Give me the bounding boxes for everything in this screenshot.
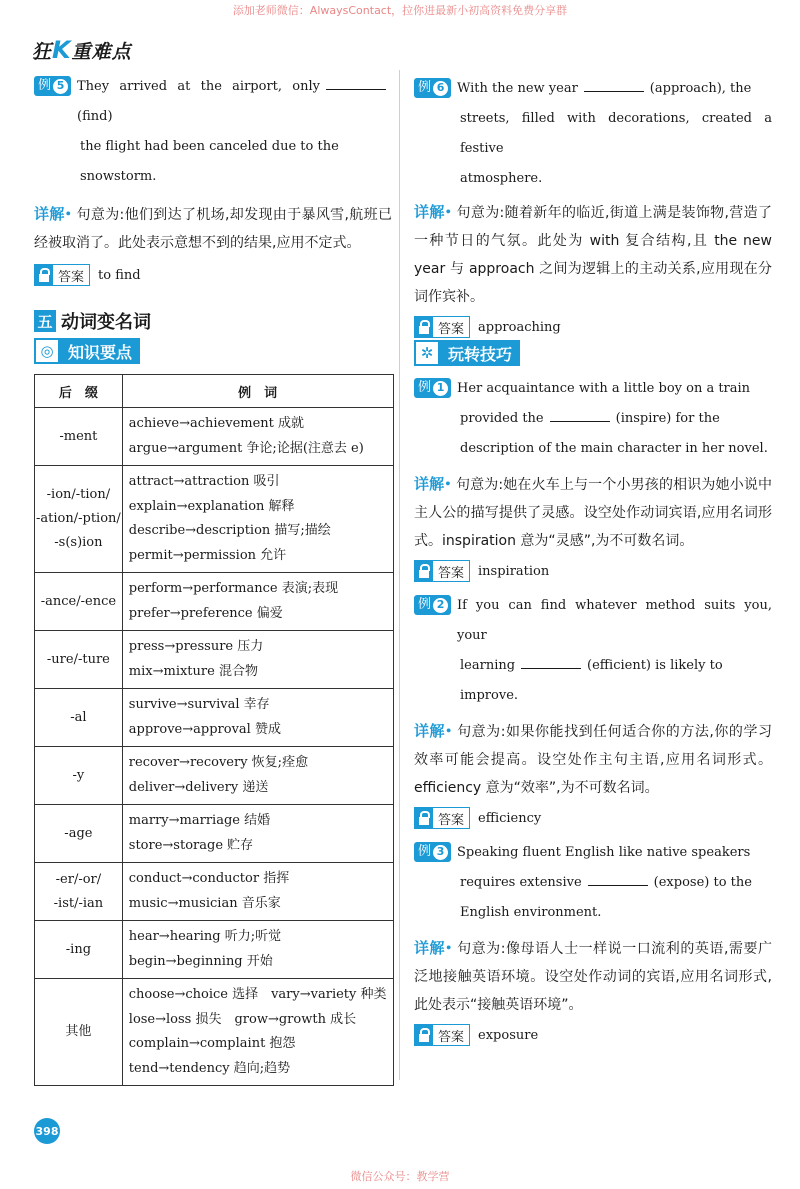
brand-k: K [52, 36, 72, 64]
table-row [35, 921, 394, 979]
suffix-cell: -al [35, 689, 123, 747]
answer-blank [588, 871, 648, 886]
suffix-cell: -ing [35, 921, 123, 979]
example-word: perform→performance 表演;表现 [128, 581, 339, 596]
examples-cell [122, 921, 393, 979]
example-text: atmosphere. [460, 171, 543, 186]
example-word: press→pressure 压力 [128, 639, 264, 654]
example-text: improve. [460, 688, 519, 703]
example-word: music→musician 音乐家 [128, 895, 281, 911]
example-text: provided the (inspire) for the [414, 404, 772, 434]
lock-icon [415, 808, 433, 828]
example-text: With the new year (approach), the [457, 74, 751, 104]
table-header-suffix: 后 缀 [35, 375, 123, 408]
answer-blank [550, 407, 610, 422]
example-text: If you can find whatever method suits you, your [457, 598, 772, 643]
detail-label: 详解• [414, 939, 453, 957]
answer-text: inspiration [478, 563, 550, 579]
answer-row [414, 1023, 772, 1047]
example-word: permit→permission 允许 [128, 547, 287, 563]
example-badge: 例 2 [414, 595, 451, 615]
detail-label: 详解• [414, 722, 453, 740]
example-word: approve→approval 赞成 [128, 721, 281, 737]
skills-tag [414, 340, 520, 366]
example-word: describe→description 描写;描绘 [128, 523, 331, 538]
examples-cell [122, 408, 393, 466]
examples-cell [122, 689, 393, 747]
knowledge-points-tag [34, 338, 140, 364]
answer-row [414, 559, 772, 583]
answer-blank [584, 77, 644, 92]
answer-badge: 答案 [414, 1024, 470, 1046]
answer-badge: 答案 [414, 316, 470, 338]
table-row [35, 747, 394, 805]
table-row [35, 408, 394, 466]
example [414, 374, 772, 464]
suffix-table [34, 374, 394, 1086]
answer-text: to find [98, 267, 141, 283]
table-row [35, 805, 394, 863]
example-text: snowstorm. [80, 169, 157, 184]
example-text: Her acquaintance with a little boy on a train [457, 381, 751, 396]
example-word: conduct→conductor 指挥 [128, 871, 290, 886]
lock-icon [415, 1025, 433, 1045]
example-word: achieve→achievement 成就 [128, 416, 305, 431]
suffix-cell: -ure/-ture [35, 631, 123, 689]
examples-cell [122, 466, 393, 573]
brand-part2: 重难点 [71, 41, 132, 63]
table-row [35, 979, 394, 1086]
example-word: marry→marriage 结婚 [128, 813, 271, 828]
example-text: streets, filled with decorations, created a festive [460, 111, 772, 156]
example-word: survive→survival 幸存 [128, 697, 270, 712]
lock-icon [35, 265, 53, 285]
answer-blank [521, 654, 581, 669]
answer-row [414, 315, 772, 339]
example-block [414, 838, 772, 1047]
watermark-top: 添加老师微信：AlwaysContact，拉你进最新小初高资料免费分享群 [232, 4, 568, 17]
example-block [414, 591, 772, 830]
tag-label: 玩转技巧 [440, 340, 520, 366]
example-word: choose→choice 选择 vary→variety 种类 [128, 987, 387, 1002]
suffix-cell: 其他 [35, 979, 123, 1086]
answer-badge: 答案 [34, 264, 90, 286]
table-row [35, 689, 394, 747]
answer-blank [326, 75, 386, 90]
detail-label: 详解• [414, 203, 452, 221]
example-6 [414, 74, 772, 194]
table-row [35, 573, 394, 631]
example-word: store→storage 贮存 [128, 837, 254, 853]
example-block [414, 374, 772, 583]
example-word: mix→mixture 混合物 [128, 663, 258, 679]
example-badge: 例 6 [414, 78, 451, 98]
suffix-cell: -y [35, 747, 123, 805]
suffix-cell: -age [35, 805, 123, 863]
answer-row [414, 806, 772, 830]
example-text: the flight had been canceled due to the [80, 139, 339, 154]
examples-cell [122, 805, 393, 863]
example-word: begin→beginning 开始 [128, 953, 273, 969]
table-header-examples: 例 词 [122, 375, 393, 408]
suffix-cell: -ment [35, 408, 123, 466]
example-word: explain→explanation 解释 [128, 498, 295, 514]
example-word: deliver→delivery 递送 [128, 779, 269, 795]
example-text: English environment. [460, 905, 602, 920]
example-text: Speaking fluent English like native speakers [457, 845, 751, 860]
example-text: They arrived at the airport, only(find) [77, 72, 392, 132]
example-word: prefer→preference 偏爱 [128, 605, 283, 621]
watermark-bottom: 微信公众号：教学营 [350, 1170, 450, 1183]
example-5 [34, 72, 392, 192]
detail-label: 详解• [414, 475, 452, 493]
examples-cell [122, 573, 393, 631]
section-number: 五 [34, 310, 56, 332]
answer-text: exposure [478, 1027, 539, 1043]
answer-badge: 答案 [414, 560, 470, 582]
detail-explanation: 详解• 句意为:他们到达了机场,却发现由于暴风雪,航班已经被取消了。此处表示意想不到的结果,应用不定式。 [34, 205, 392, 251]
table-row [35, 466, 394, 573]
example-word: argue→argument 争论;论据(注意去 e) [128, 440, 364, 456]
examples-cell [122, 979, 393, 1086]
right-examples [414, 374, 772, 1047]
examples-cell [122, 631, 393, 689]
brand-part1: 狂 [32, 41, 53, 63]
example-badge: 例 5 [34, 76, 71, 96]
detail-explanation: 详解• 句意为:随着新年的临近,街道上满是装饰物,营造了一种节日的气氛。此处为 with 复合结构,且 the new year 与 approach 之间为逻辑上的主动关系,应用现在分词作宾补。 [414, 203, 772, 305]
lock-icon [415, 561, 433, 581]
answer-badge: 答案 [414, 807, 470, 829]
examples-cell [122, 863, 393, 921]
example-badge: 例 3 [414, 842, 451, 862]
detail-label: 详解• [34, 205, 72, 223]
examples-cell [122, 747, 393, 805]
suffix-cell: -ance/-ence [35, 573, 123, 631]
detail-explanation: 详解• 句意为:像母语人士一样说一口流利的英语,需要广泛地接触英语环境。设空处作动词的宾语,应用名词形式,此处表示“接触英语环境”。 [414, 939, 772, 1013]
example-word: hear→hearing 听力;听觉 [128, 929, 282, 944]
suffix-cell: -ion/-tion/ -ation/-ption/ -s(s)ion [35, 466, 123, 573]
table-row [35, 631, 394, 689]
example-word: lose→loss 损失 grow→growth 成长 [128, 1011, 357, 1027]
example-5-block [34, 72, 392, 287]
answer-text: efficiency [478, 810, 542, 826]
example-text: requires extensive (expose) to the [414, 868, 772, 898]
section-title [34, 308, 151, 334]
example-word: attract→attraction 吸引 [128, 474, 280, 489]
answer-text: approaching [478, 319, 561, 335]
example-word: complain→complaint 抱怨 [128, 1036, 296, 1051]
example-word: tend→tendency 趋向;趋势 [128, 1060, 291, 1076]
brand-logo [32, 36, 132, 64]
column-divider [399, 70, 400, 1080]
answer-row [34, 263, 392, 287]
example [414, 838, 772, 928]
section-title-text: 动词变名词 [61, 312, 151, 333]
example-text: learning (efficient) is likely to [414, 651, 772, 681]
table-row [35, 863, 394, 921]
lock-icon [415, 317, 433, 337]
example-6-block [414, 74, 772, 339]
example-text: description of the main character in her novel. [460, 441, 768, 456]
suffix-cell: -er/-or/ -ist/-ian [35, 863, 123, 921]
example [414, 591, 772, 711]
detail-explanation: 详解• 句意为:如果你能找到任何适合你的方法,你的学习效率可能会提高。设空处作主句主语,应用名词形式。efficiency 意为“效率”,为不可数名词。 [414, 722, 772, 796]
tag-label: 知识要点 [60, 338, 140, 364]
example-badge: 例 1 [414, 378, 451, 398]
page-number: 398 [34, 1118, 60, 1144]
example-word: recover→recovery 恢复;痊愈 [128, 755, 309, 770]
pinwheel-icon: ✲ [414, 340, 440, 366]
target-icon: ◎ [34, 338, 60, 364]
detail-explanation: 详解• 句意为:她在火车上与一个小男孩的相识为她小说中主人公的描写提供了灵感。设空处作动词宾语,应用名词形式。inspiration 意为“灵感”,为不可数名词。 [414, 475, 772, 549]
